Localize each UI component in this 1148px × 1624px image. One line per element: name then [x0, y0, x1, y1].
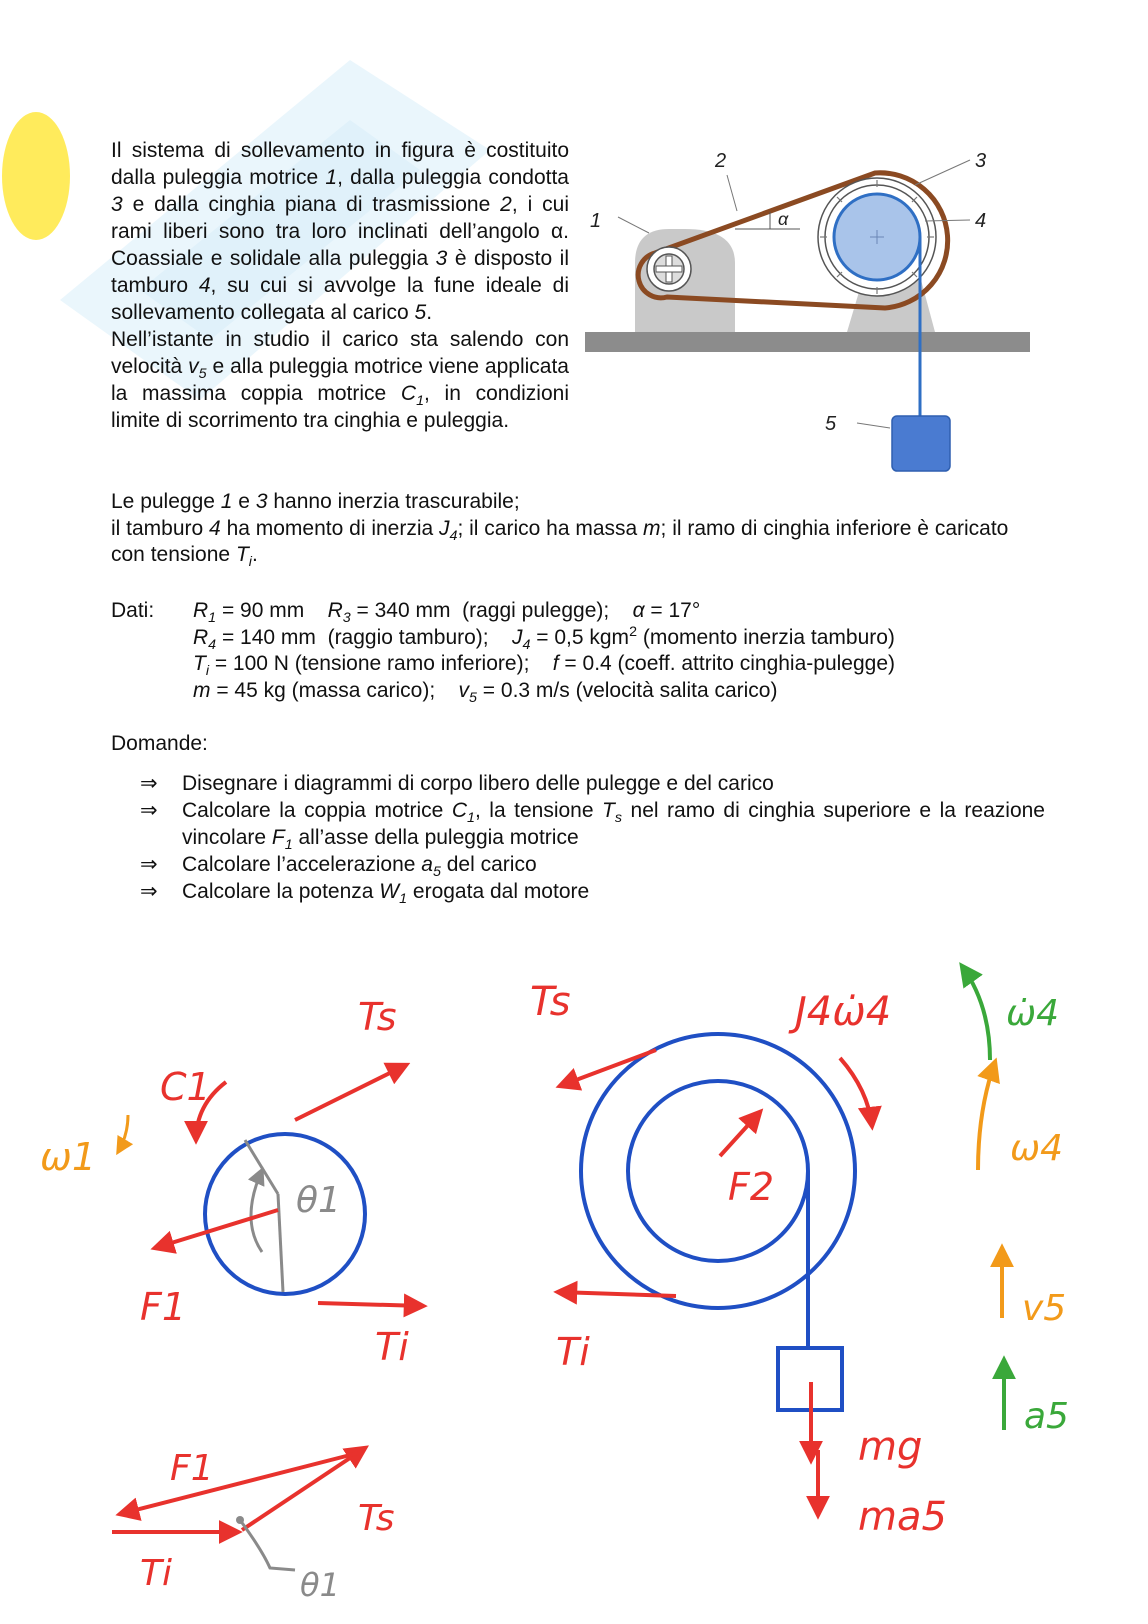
ts-drum-label: Ts	[530, 979, 571, 1025]
f1-vector	[120, 1453, 358, 1514]
mg-label: mg	[858, 1424, 923, 1470]
label-2: 2	[715, 150, 727, 172]
omega4-arrow	[978, 1062, 995, 1170]
question-item: ⇒ Calcolare l’accelerazione $a_5$ del carico	[140, 853, 537, 881]
ts-drum-arrow	[560, 1050, 656, 1086]
v5-label: v5	[1022, 1288, 1067, 1329]
a5-label: a5	[1024, 1396, 1069, 1437]
data-label: Dati:	[111, 599, 155, 622]
questions-list	[140, 770, 1045, 908]
ts-vector-label: Ts	[358, 1498, 395, 1539]
lifting-system-diagram	[585, 145, 1030, 500]
omega4dot-arrow	[962, 966, 990, 1060]
intro-text: Il sistema di sollevamento in figura è costituito dalla puleggia motrice 1, dalla puleggia condotta 3 e dalla cinghia piana di trasmissione 2, i cui rami liberi sono tra loro inclinati dell’angolo α. Coassiale e solidale alla puleggia 3 è disposto il tamburo 4, su cui si avvolge la fune ideale di sollevamento collegata al carico 5. Nell’istante in studio il carico sta salendo con velocità $v_5$ e alla puleggia motrice viene applicata la massima coppia motrice $C_1$, in condizioni limite di scorrimento tra cinghia e puleggia.	[111, 139, 570, 432]
load-5	[892, 416, 950, 471]
j4w4-label: J4ω̇4	[795, 989, 892, 1035]
label-alpha: α	[778, 209, 789, 229]
data-row-1: $R_1 = 90$ mm $R_3 = 340$ mm (raggi pulegge); α = 17°	[193, 599, 701, 627]
highlighter-mark	[0, 110, 80, 250]
ma5-label: ma5	[858, 1494, 947, 1540]
base-plate	[585, 332, 1030, 352]
f1-vector-label: F1	[170, 1448, 214, 1489]
force-polygon	[112, 1448, 394, 1604]
kinematics-annotations	[962, 966, 1069, 1437]
free-body-diagrams	[0, 930, 1148, 1624]
omega4-label: ω4	[1010, 1128, 1064, 1169]
omega1-arrow	[118, 1115, 128, 1152]
ts-force-arrow	[295, 1065, 406, 1120]
label-1: 1	[590, 210, 602, 232]
f2-label: F2	[728, 1165, 775, 1209]
questions-title: Domande:	[111, 732, 208, 755]
pulley-3-circle	[581, 1034, 855, 1308]
ti-drum-label: Ti	[556, 1330, 590, 1374]
f1-force-arrow	[155, 1210, 278, 1248]
ts-vector	[242, 1448, 365, 1530]
data-row-2: $R_4 = 140$ mm (raggio tamburo); $J_4 = 0,5$ kgm$^2$ (momento inerzia tamburo)	[193, 623, 895, 653]
data-row-4: m = 45 kg (massa carico); $v_5 = 0.3$ m/s (velocità salita carico)	[193, 678, 778, 706]
label-5: 5	[825, 413, 837, 435]
data-row-3: $T_i = 100$ N (tensione ramo inferiore); f = 0.4 (coeff. attrito cinghia-pulegge)	[193, 652, 895, 680]
question-item: ⇒ Disegnare i diagrammi di corpo libero delle pulegge e del carico	[140, 772, 774, 795]
question-item: ⇒ Calcolare la coppia motrice $C_1$, la tensione $T_s$ nel ramo di cinghia superiore e la reazione vincolare $F_1$ all’asse della puleggia motrice	[140, 799, 1045, 854]
intro-text-continued: Le pulegge 1 e 3 hanno inerzia trascurabile; il tamburo 4 ha momento di inerzia $J_4$; il carico ha massa m; il ramo di cinghia inferiore è caricato con tensione $T_i$.	[111, 490, 1009, 571]
ti-force-arrow	[318, 1303, 423, 1306]
ti-vector-label: Ti	[140, 1553, 172, 1594]
f2-force-arrow	[720, 1112, 760, 1156]
omega4dot-label: ω̇4	[1006, 993, 1060, 1034]
f1-label: F1	[140, 1285, 187, 1329]
theta1-label: θ1	[296, 1180, 341, 1221]
ti-label: Ti	[375, 1325, 409, 1369]
ts-label: Ts	[358, 995, 397, 1039]
theta1-vector-label: θ1	[300, 1566, 340, 1604]
pulley-1-fbd	[40, 995, 423, 1369]
label-3: 3	[975, 150, 987, 172]
drum-fbd	[530, 979, 947, 1540]
drum-4-circle	[628, 1081, 808, 1261]
pulley-1-circle	[205, 1134, 365, 1294]
c1-label: C1	[160, 1065, 211, 1109]
omega1-label: ω1	[40, 1135, 96, 1179]
label-4: 4	[975, 210, 987, 232]
question-item: ⇒ Calcolare la potenza $W_1$ erogata dal motore	[140, 880, 590, 908]
